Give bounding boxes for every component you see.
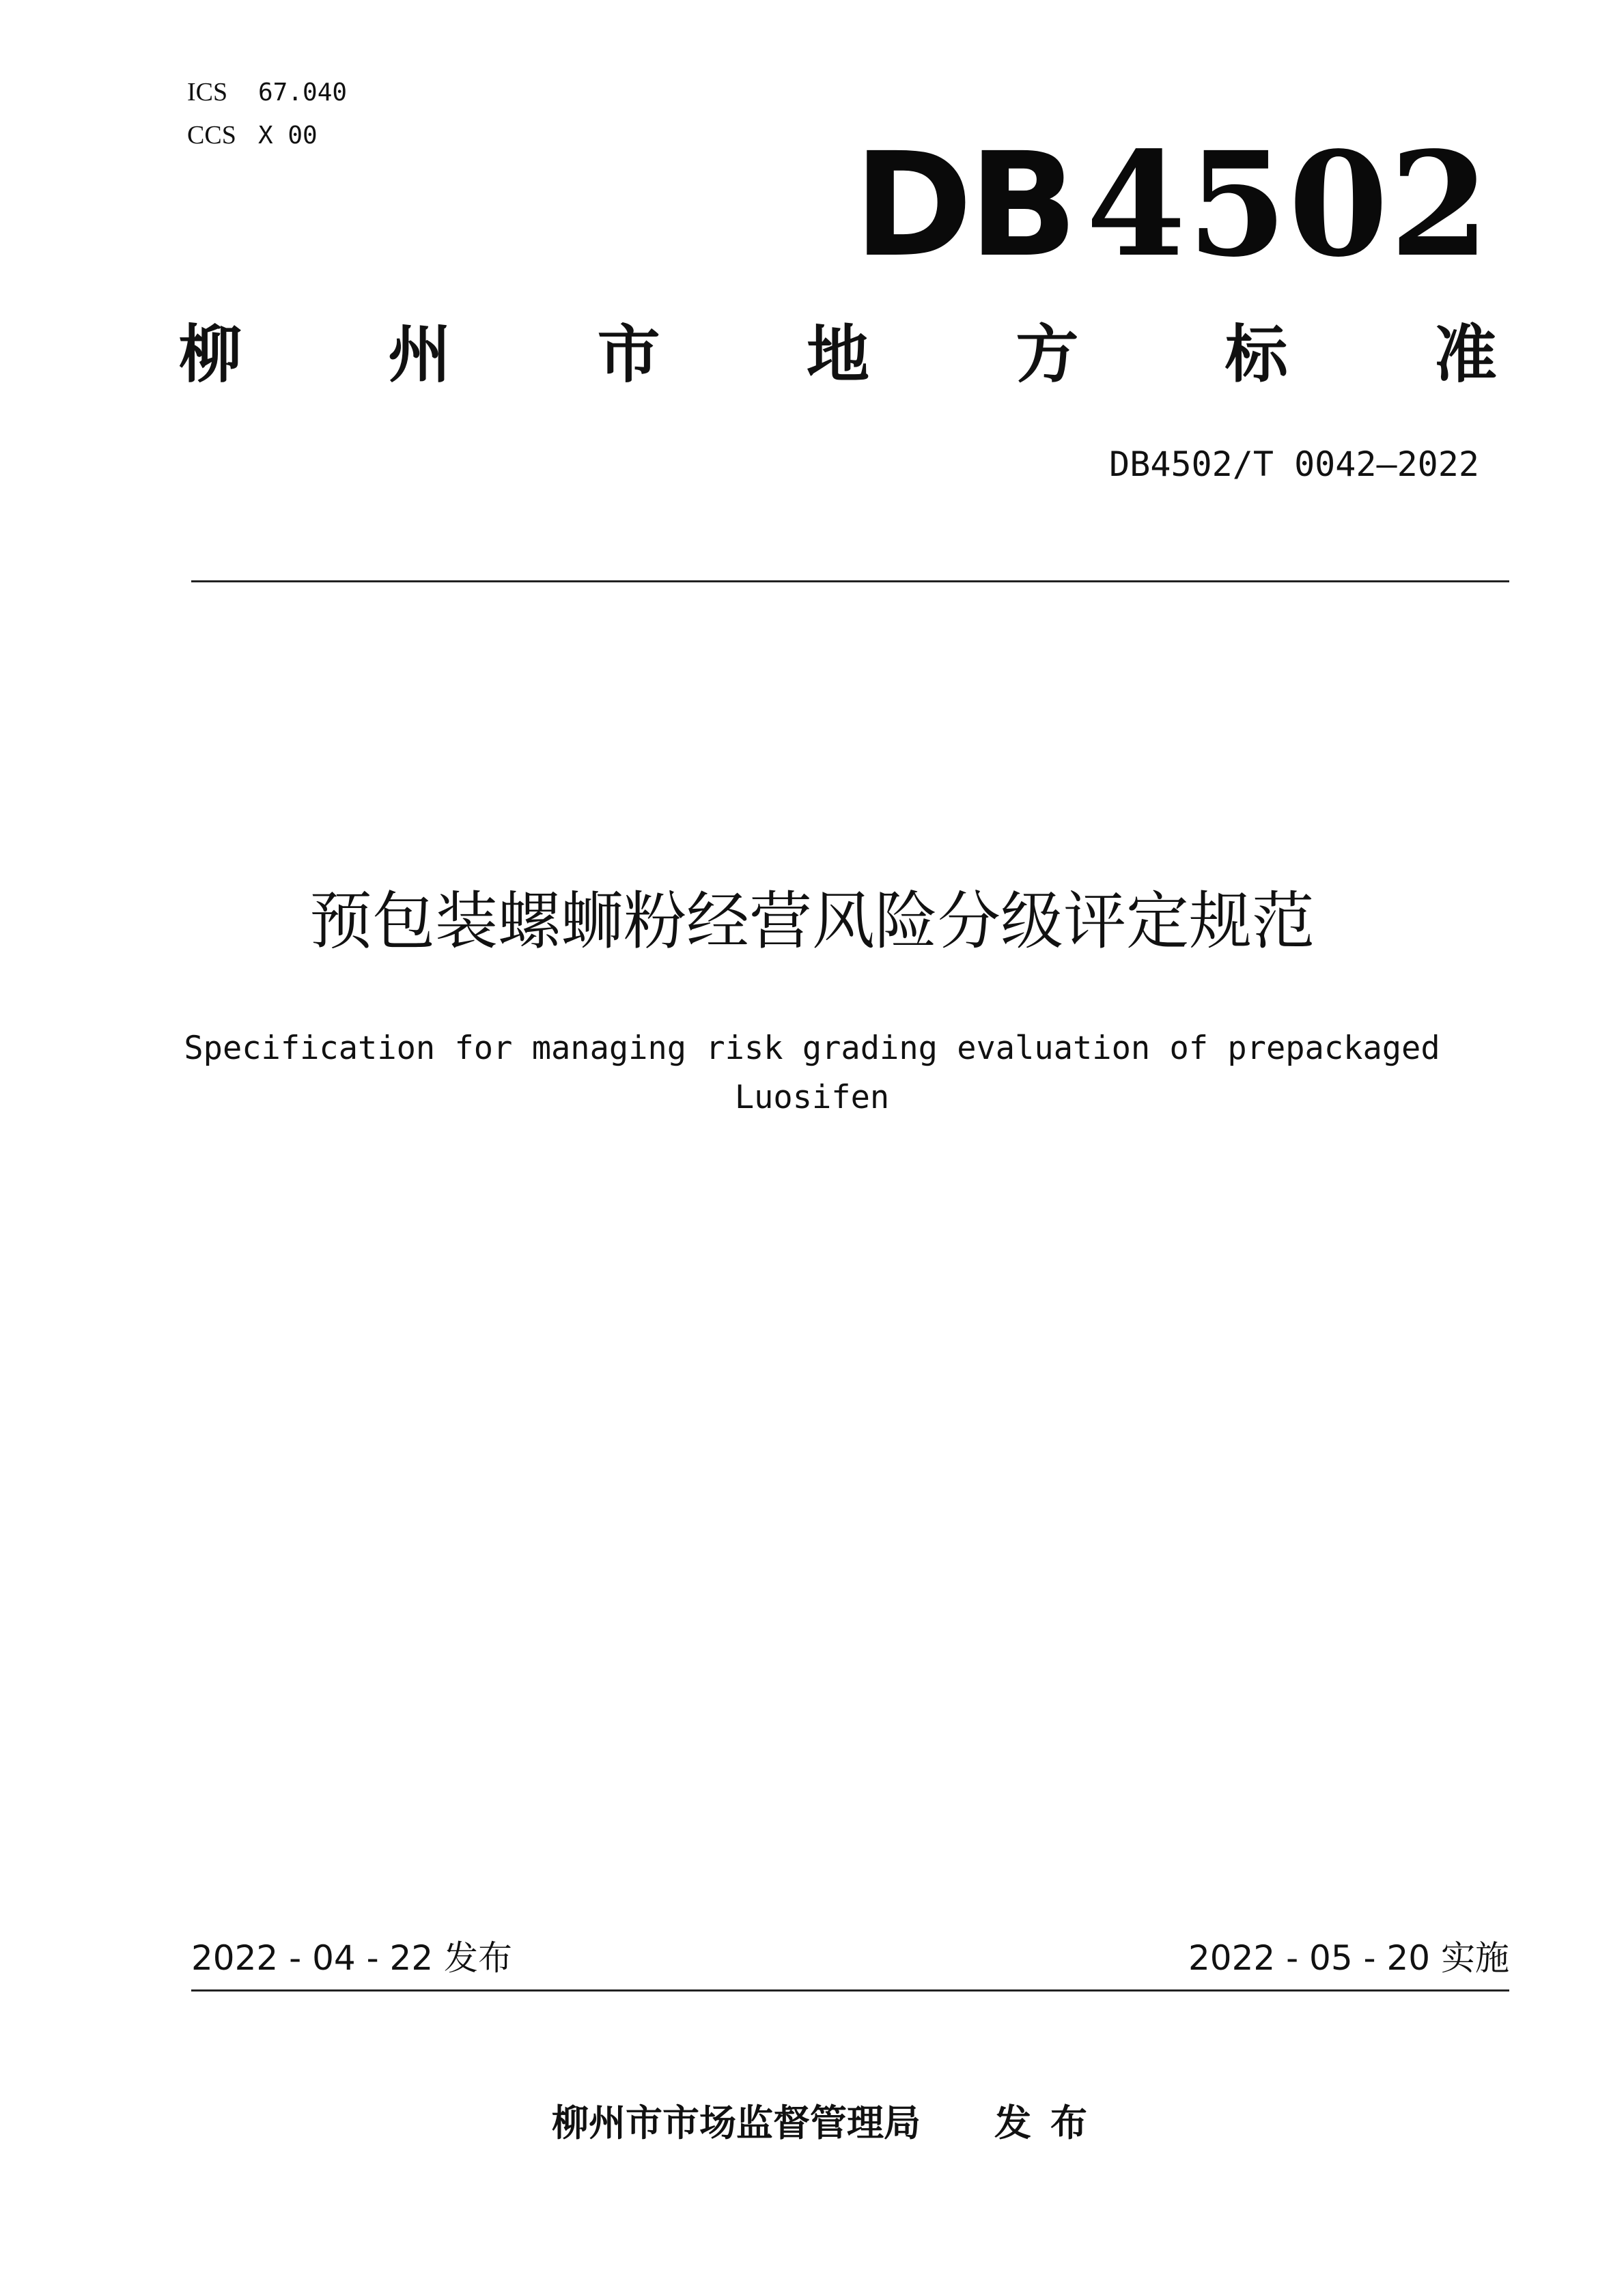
ics-code-line — [187, 76, 347, 109]
title-chinese: 预包装螺蛳粉经营风险分级评定规范 — [309, 885, 1315, 958]
logo-number: 4502 — [1086, 120, 1491, 289]
ccs-label: CCS — [187, 121, 236, 150]
standard-type-char: 地 — [806, 318, 869, 391]
implementation-date: 2022 - 05 - 20 实施 — [1188, 1938, 1509, 1978]
logo-prefix: DB — [854, 122, 1074, 289]
title-english-line-1: Specification for managing risk grading evaluation of prepackaged — [184, 1030, 1440, 1067]
ccs-code: X 00 — [258, 122, 318, 150]
standard-type-char: 市 — [597, 318, 660, 391]
issuer-name: 柳州市市场监督管理局 — [552, 2101, 921, 2144]
ics-label: ICS — [187, 78, 228, 107]
standard-type-char: 州 — [388, 318, 451, 391]
issuer-action: 发布 — [994, 2101, 1106, 2144]
standard-type-char: 方 — [1016, 318, 1079, 391]
issue-date: 2022 - 04 - 22 发布 — [191, 1938, 513, 1978]
title-english — [0, 1024, 1624, 1122]
standard-type-char: 准 — [1433, 318, 1497, 391]
ics-code: 67.040 — [258, 79, 348, 107]
standard-type-heading — [179, 317, 1497, 393]
title-english-line-2: Luosifen — [734, 1079, 890, 1116]
header-divider — [191, 580, 1509, 582]
standard-type-char: 标 — [1224, 318, 1288, 391]
ccs-code-line — [187, 119, 318, 152]
db-standard-logo — [854, 120, 1491, 289]
footer-divider — [191, 1989, 1509, 1992]
standard-number: DB4502/T 0042—2022 — [1109, 444, 1479, 484]
standard-type-char: 柳 — [179, 318, 242, 391]
issuing-authority — [552, 2099, 1106, 2147]
